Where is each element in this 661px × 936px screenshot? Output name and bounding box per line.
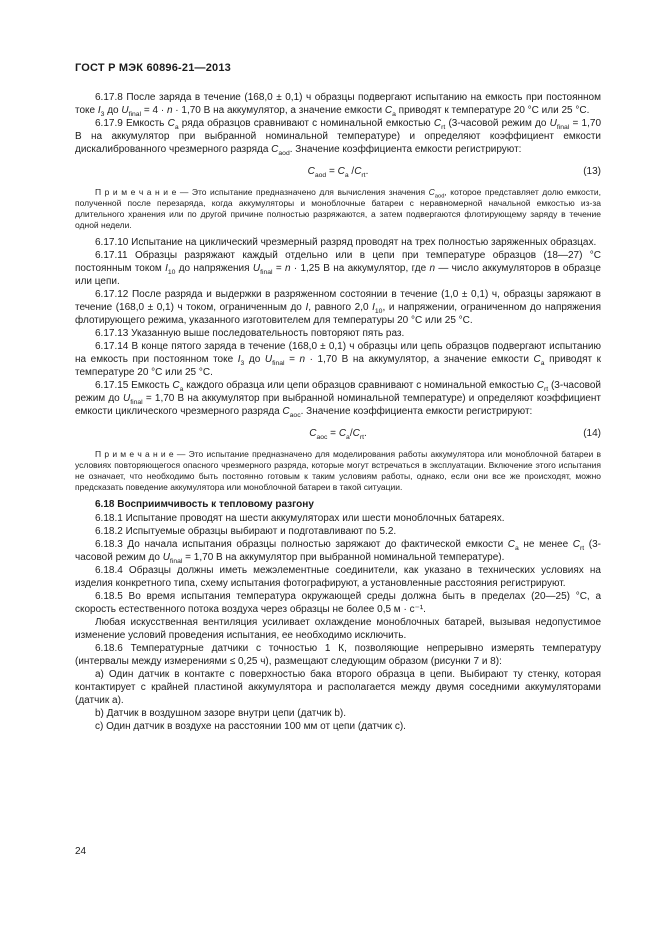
formula-14 bbox=[75, 427, 601, 440]
paragraph-6-17-11: 6.17.11 Образцы разряжают каждый отдельно или в цепи при температуре образцов (18—27) °С постоянным током $I_{10}$ до напряжения $U_{final} = n \cdot 1,25$ В на аккумулятор, где n — число аккумуляторов в образце или цепи. bbox=[75, 250, 601, 287]
formula-13-number: (13) bbox=[583, 166, 601, 177]
formula-13 bbox=[75, 165, 601, 178]
list-item-a: a) Один датчик в контакте с поверхностью бака второго образца в цепи. Выбирают ту стенку, которая контактирует с крайней пластиной аккумулятора и располагается между двумя соседними аккумуляторами (датчик a). bbox=[75, 669, 601, 706]
paragraph-ventilation-warning: Любая искусственная вентиляция усиливает охлаждение моноблочных батарей, вызывая недопустимое изменение условий проведения испытания, ее необходимо исключить. bbox=[75, 617, 601, 641]
standard-number-header: ГОСТ Р МЭК 60896-21—2013 bbox=[75, 62, 232, 74]
page-number: 24 bbox=[75, 846, 87, 857]
page-content bbox=[75, 62, 601, 733]
paragraph-6-17-8: 6.17.8 После заряда в течение (168,0 ± 0,1) ч образцы подвергают испытанию на емкость при постоянном токе $I_3$ до $U_{final} = 4 \cdot n \cdot 1,70$ В на аккумулятор, а значение емкости $C_a$ приводят к температуре 20 °С или 25 °С. bbox=[75, 92, 601, 118]
formula-14-expression: $C_{aoc} = C_a/C_{rt}$. bbox=[309, 428, 367, 441]
paragraph-6-17-10: 6.17.10 Испытание на циклический чрезмерный разряд проводят на трех полностью заряженных образцах. bbox=[95, 237, 597, 248]
note-after-formula-14: П р и м е ч а н и е — Это испытание предназначено для моделирования работы аккумулятора или моноблочной батареи в условиях повторяющегося опасного чрезмерного разряда, которые могут встречаться в эксплуатации. Включение этого испытания не означает, что необходимо быть постоянно готовым к таким условиям работы, однако, если они все же происходят, можно предсказать поведение аккумулятора или моноблочной батареи в такой ситуации. bbox=[75, 449, 601, 492]
paragraph-6-18-1: 6.18.1 Испытание проводят на шести аккумуляторах или шести моноблочных батареях. bbox=[95, 513, 505, 524]
paragraph-6-18-3: 6.18.3 До начала испытания образцы полностью заряжают до фактической емкости $C_a$ не менее $C_{rt}$ (3-часовой режим до $U_{final} = 1,70$ В на аккумулятор при выбранной номинальной температуре). bbox=[75, 539, 601, 565]
section-heading-6-18: 6.18 Восприимчивость к тепловому разгону bbox=[95, 499, 314, 510]
paragraph-6-17-15: 6.17.15 Емкость $C_a$ каждого образца или цепи образцов сравнивают с номинальной емкостью $C_{rt}$ (3-часовой режим до $U_{final} = 1,70$ В на аккумулятор при выбранной номинальной температуре) и определяют коэффициент емкости циклического чрезмерного разряда $C_{aoc}$. Значение коэффициента емкости регистрируют: bbox=[75, 380, 601, 419]
paragraph-6-18-2: 6.18.2 Испытуемые образцы выбирают и подготавливают по 5.2. bbox=[95, 526, 397, 537]
paragraph-6-17-9: 6.17.9 Емкость $C_a$ ряда образцов сравнивают с номинальной емкостью $C_{rt}$ (3-часовой режим до $U_{final} = 1,70$ В на аккумулятор при выбранной номинальной температуре) и определяют коэффициент емкости дискалиброванного чрезмерного разряда $C_{aod}$. Значение коэффициента емкости регистрируют: bbox=[75, 118, 602, 157]
paragraph-6-17-13: 6.17.13 Указанную выше последовательность повторяют пять раз. bbox=[95, 328, 405, 339]
paragraph-6-18-5: 6.18.5 Во время испытания температура окружающей среды должна быть в пределах (20—25) °С, а скорость естественного потока воздуха через образцы не более 0,5 м · с⁻¹. bbox=[75, 591, 601, 615]
list-item-c: c) Один датчик в воздухе на расстоянии 100 мм от цепи (датчик c). bbox=[95, 721, 406, 732]
formula-14-number: (14) bbox=[583, 428, 601, 439]
list-item-b: b) Датчик в воздушном зазоре внутри цепи (датчик b). bbox=[95, 708, 346, 719]
paragraph-6-18-4: 6.18.4 Образцы должны иметь межэлементные соединители, как указано в технических условиях на изделия конкретного типа, схему испытания фотографируют, а установленные расстояния регистрируют. bbox=[75, 565, 601, 589]
paragraph-6-17-12: 6.17.12 После разряда и выдержки в разряженном состоянии в течение (1,0 ± 0,1) ч, образцы заряжают в течение (168,0 ± 0,1) ч током, ограниченным до I, равного 2,0 $I_{10}$, и напряжении, ограниченном до напряжения флотирующего режима, указанного изготовителем для температуры 20 °С или 25 °С. bbox=[75, 289, 601, 326]
paragraph-6-18-6: 6.18.6 Температурные датчики с точностью 1 К, позволяющие непрерывно измерять температуру (интервалы между измерениями ≤ 0,25 ч), размещают следующим образом (рисунки 7 и 8): bbox=[75, 643, 601, 667]
formula-13-expression: $C_{aod} = C_a$ $/C_{rt}$. bbox=[307, 166, 369, 179]
paragraph-6-17-14: 6.17.14 В конце пятого заряда в течение (168,0 ± 0,1) ч образцы или цепь образцов подвергают испытанию на емкость при постоянном токе $I_3$ до $U_{final} = n \cdot 1,70$ В на аккумулятор, а значение емкости $C_a$ приводят к температуре 20 °С или 25 °С. bbox=[75, 341, 602, 378]
note-after-formula-13: П р и м е ч а н и е — Это испытание предназначено для вычисления значения $C_{aod}$, которое представляет долю емкости, полученной после перезаряда, когда аккумуляторы и моноблочные батареи с неравномерной начальной емкостью из-за длительного хранения или по другой причине полностью разряжаются, а затем подвергаются флотирующему заряду в течение одной недели. bbox=[75, 187, 601, 230]
